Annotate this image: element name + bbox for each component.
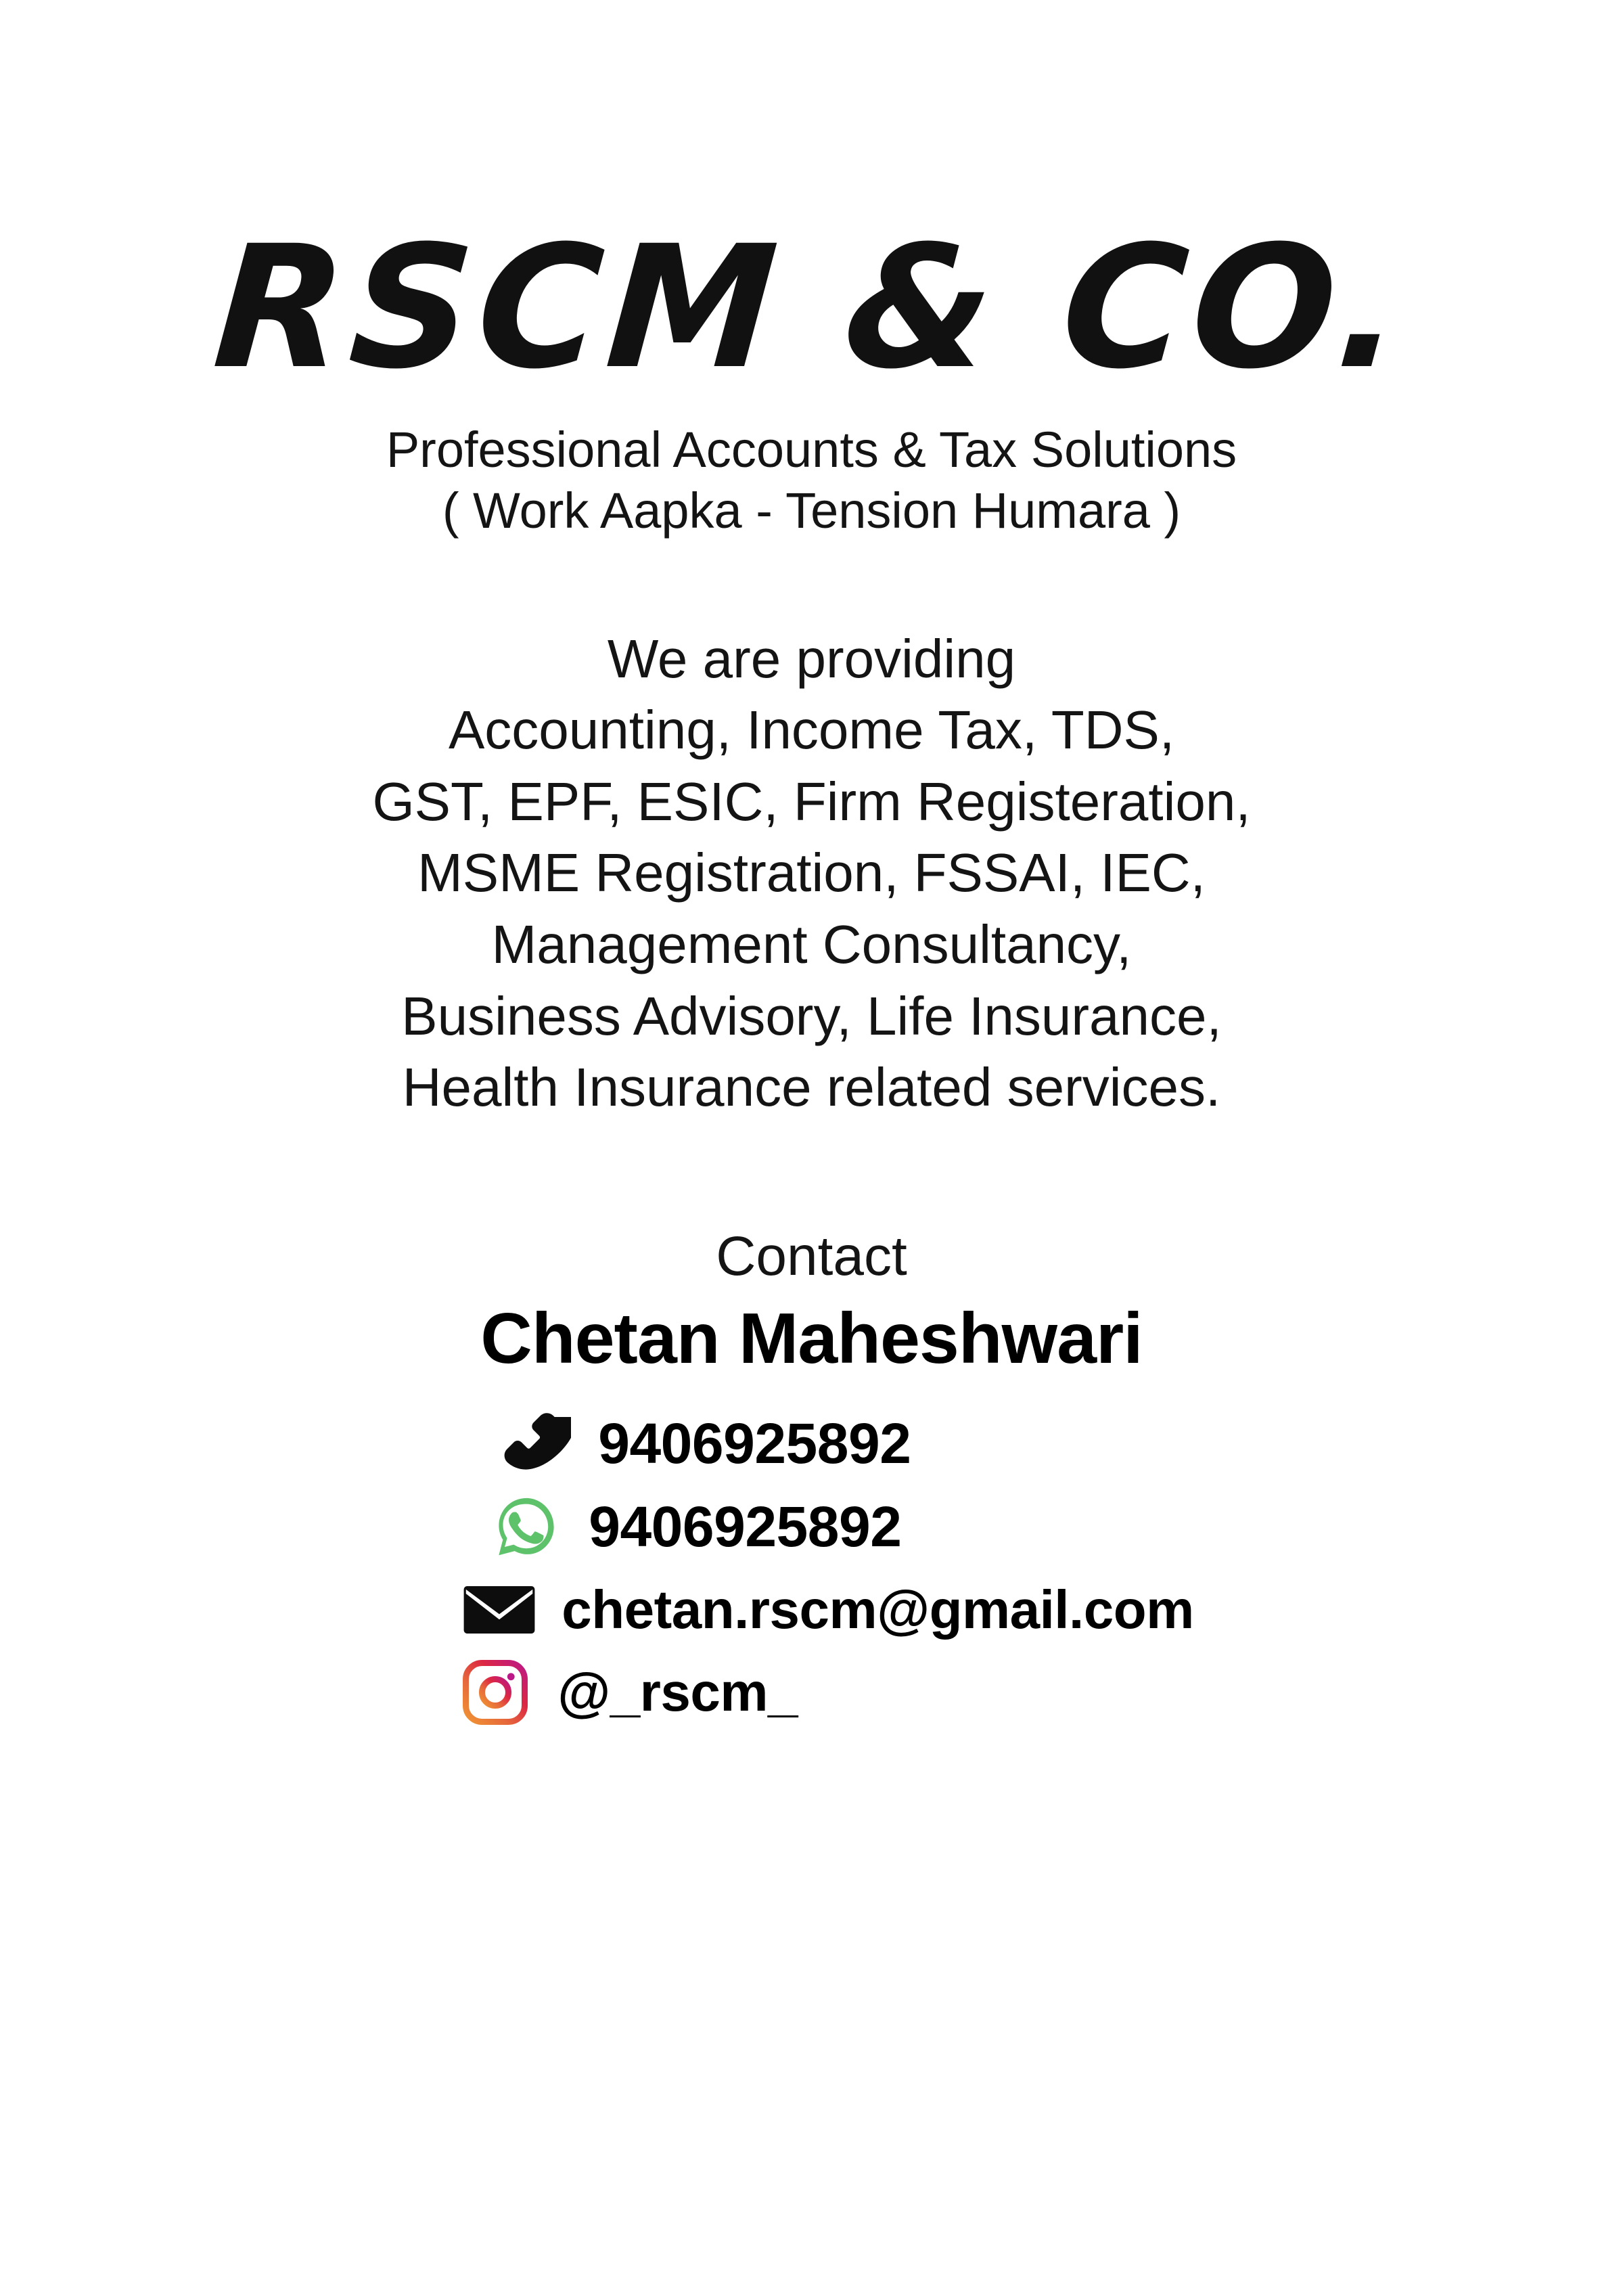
contact-row-instagram[interactable] [456, 1660, 798, 1725]
tagline-line-2: ( Work Aapka - Tension Humara ) [442, 482, 1181, 539]
service-line-5: Business Advisory, Life Insurance, [401, 985, 1222, 1046]
brand-title: RSCM & CO. [208, 209, 1415, 406]
phone-number: 9406925892 [598, 1411, 911, 1475]
phone-icon [497, 1411, 575, 1476]
contact-row-phone[interactable] [497, 1411, 911, 1477]
service-line-6: Health Insurance related services. [402, 1057, 1221, 1118]
service-line-4: Management Consultancy, [491, 914, 1132, 974]
envelope-icon [460, 1577, 539, 1642]
service-line-3: MSME Registration, FSSAI, IEC, [417, 842, 1206, 903]
brand-tagline [386, 420, 1237, 542]
contact-row-whatsapp[interactable] [487, 1494, 901, 1560]
tagline-line-1: Professional Accounts & Tax Solutions [386, 422, 1237, 478]
contact-person-name: Chetan Maheshwari [480, 1298, 1143, 1378]
email-address: chetan.rscm@gmail.com [562, 1579, 1194, 1640]
instagram-icon [456, 1660, 534, 1725]
whatsapp-icon [487, 1494, 566, 1559]
services-block [372, 623, 1250, 1123]
service-line-2: GST, EPF, ESIC, Firm Registeration, [372, 771, 1251, 832]
services-intro: We are providing [607, 628, 1016, 689]
service-line-1: Accounting, Income Tax, TDS, [448, 700, 1175, 761]
whatsapp-number: 9406925892 [589, 1494, 902, 1558]
contact-row-email[interactable] [460, 1577, 1194, 1642]
contact-label: Contact [716, 1225, 907, 1287]
contact-details [456, 1411, 1194, 1725]
instagram-handle: @_rscm_ [557, 1661, 798, 1722]
